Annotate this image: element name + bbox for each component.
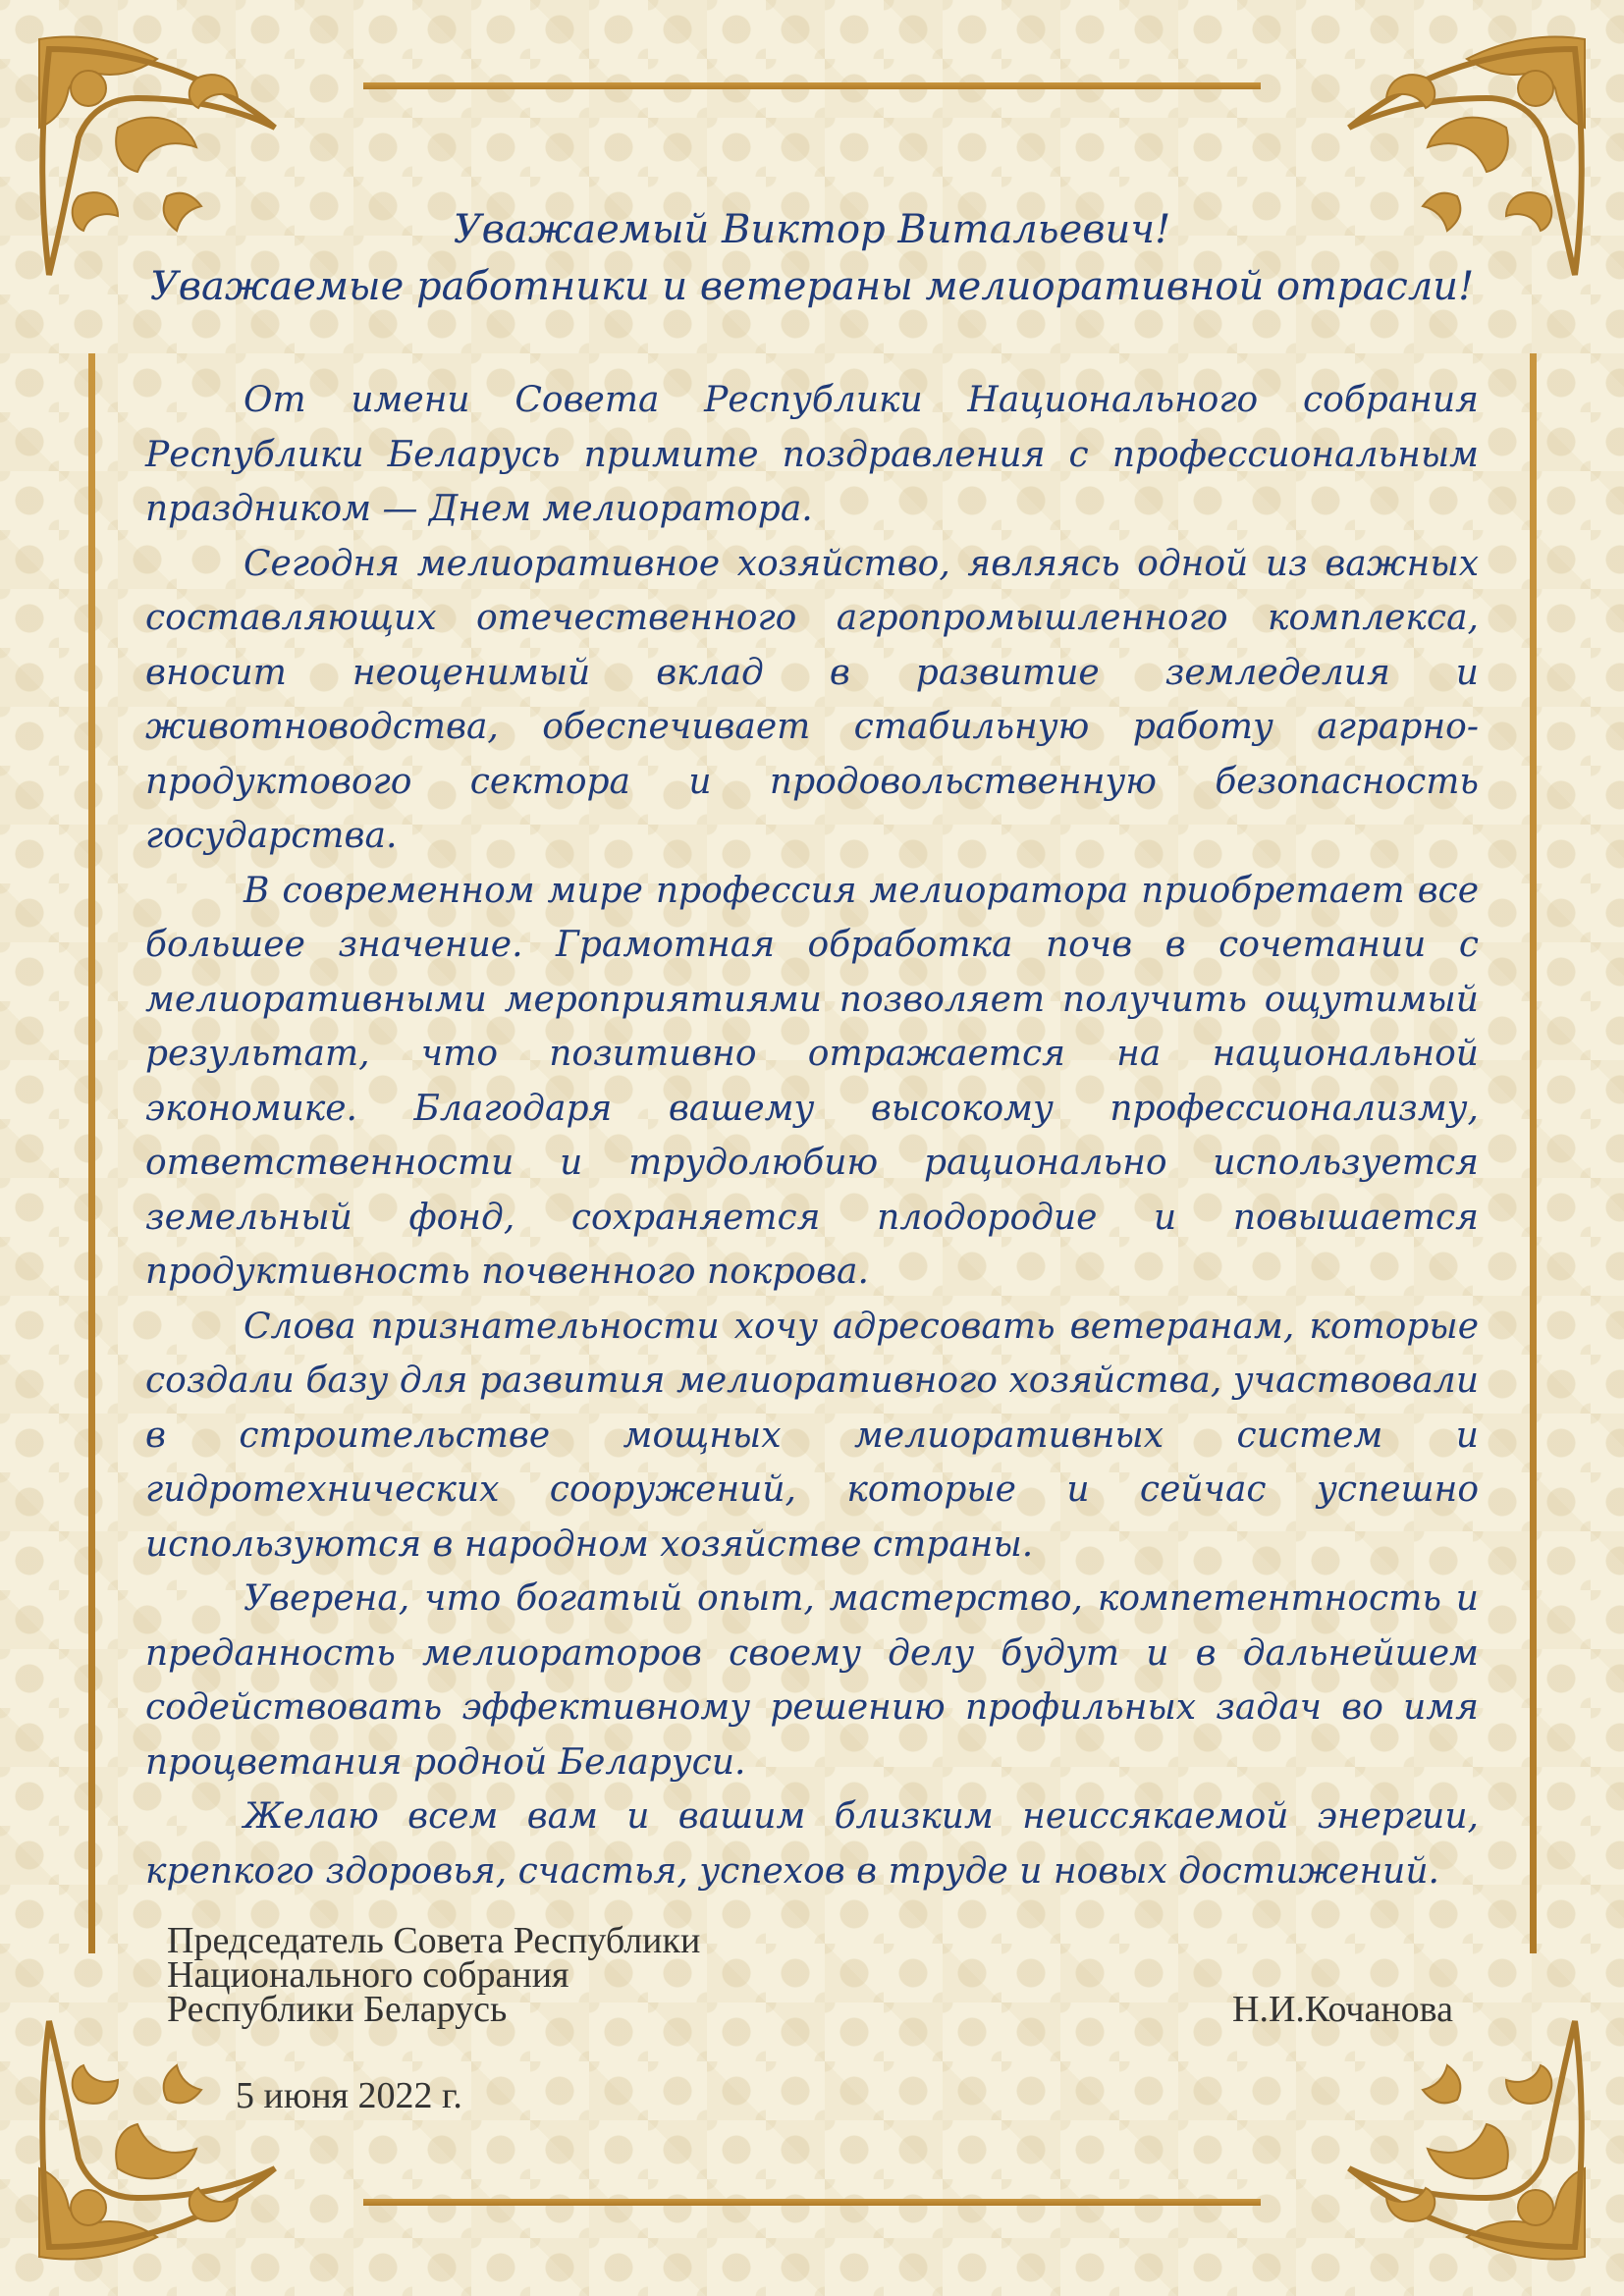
paragraph-2: Сегодня мелиоративное хозяйство, являясь одной из важных составляющих отечественного агропромышленного комплекса, вносит неоценимый вклад в развитие земледелия и животноводства, обеспечивает стабильную работу аграрно-продуктового сектора и продовольственную безопасность государства. [145, 543, 1479, 856]
paragraph-5: Уверена, что богатый опыт, мастерство, компетентность и преданность мелиораторов своему делу будут и в дальнейшем содействовать эффективному решению профильных задач во имя процветания родной Беларуси. [145, 1578, 1479, 1783]
letter-date: 5 июня 2022 г. [236, 2075, 462, 2116]
signer-title-line-3: Республики Беларусь [167, 1989, 508, 2030]
paragraph-6: Желаю всем вам и вашим близким неиссякаемой энергии, крепкого здоровья, счастья, успехов в труде и новых достижений. [145, 1796, 1479, 1892]
paragraph-1: От имени Совета Республики Национального собрания Республики Беларусь примите поздравления с профессиональным праздником — Днем мелиоратора. [145, 380, 1479, 529]
greeting-line-2: Уважаемые работники и ветераны мелиоративной отрасли! [149, 264, 1475, 309]
frame-left-border [88, 353, 95, 1953]
signer-title-line-1: Председатель Совета Республики [167, 1920, 701, 1961]
greeting [147, 201, 1477, 315]
frame-right-border [1530, 353, 1537, 1953]
signer-name: Н.И.Кочанова [1232, 1989, 1453, 2030]
signer-title-line-2: Национального собрания [167, 1954, 569, 1996]
frame-bottom-border [363, 2199, 1261, 2206]
paragraph-3: В современном мире профессия мелиоратора приобретает все большее значение. Грамотная обработка почв в сочетании с мелиоративными мероприятиями позволяет получить ощутимый результат, что позитивно отражается на национальной экономике. Благодаря вашему высокому профессионализму, ответственности и трудолюбию рационально используется земельный фонд, сохраняется плодородие и повышается продуктивность почвенного покрова. [145, 870, 1479, 1292]
greeting-line-1: Уважаемый Виктор Витальевич! [453, 207, 1171, 252]
paragraph-4: Слова признательности хочу адресовать ветеранам, которые создали базу для развития мелиоративного хозяйства, участвовали в строительстве мощных мелиоративных систем и гидротехнических сооружений, которые и сейчас успешно используются в народном хозяйстве страны. [145, 1306, 1479, 1565]
frame-top-border [363, 82, 1261, 89]
letter-body [145, 373, 1479, 1898]
signature-block [167, 1920, 1453, 2030]
